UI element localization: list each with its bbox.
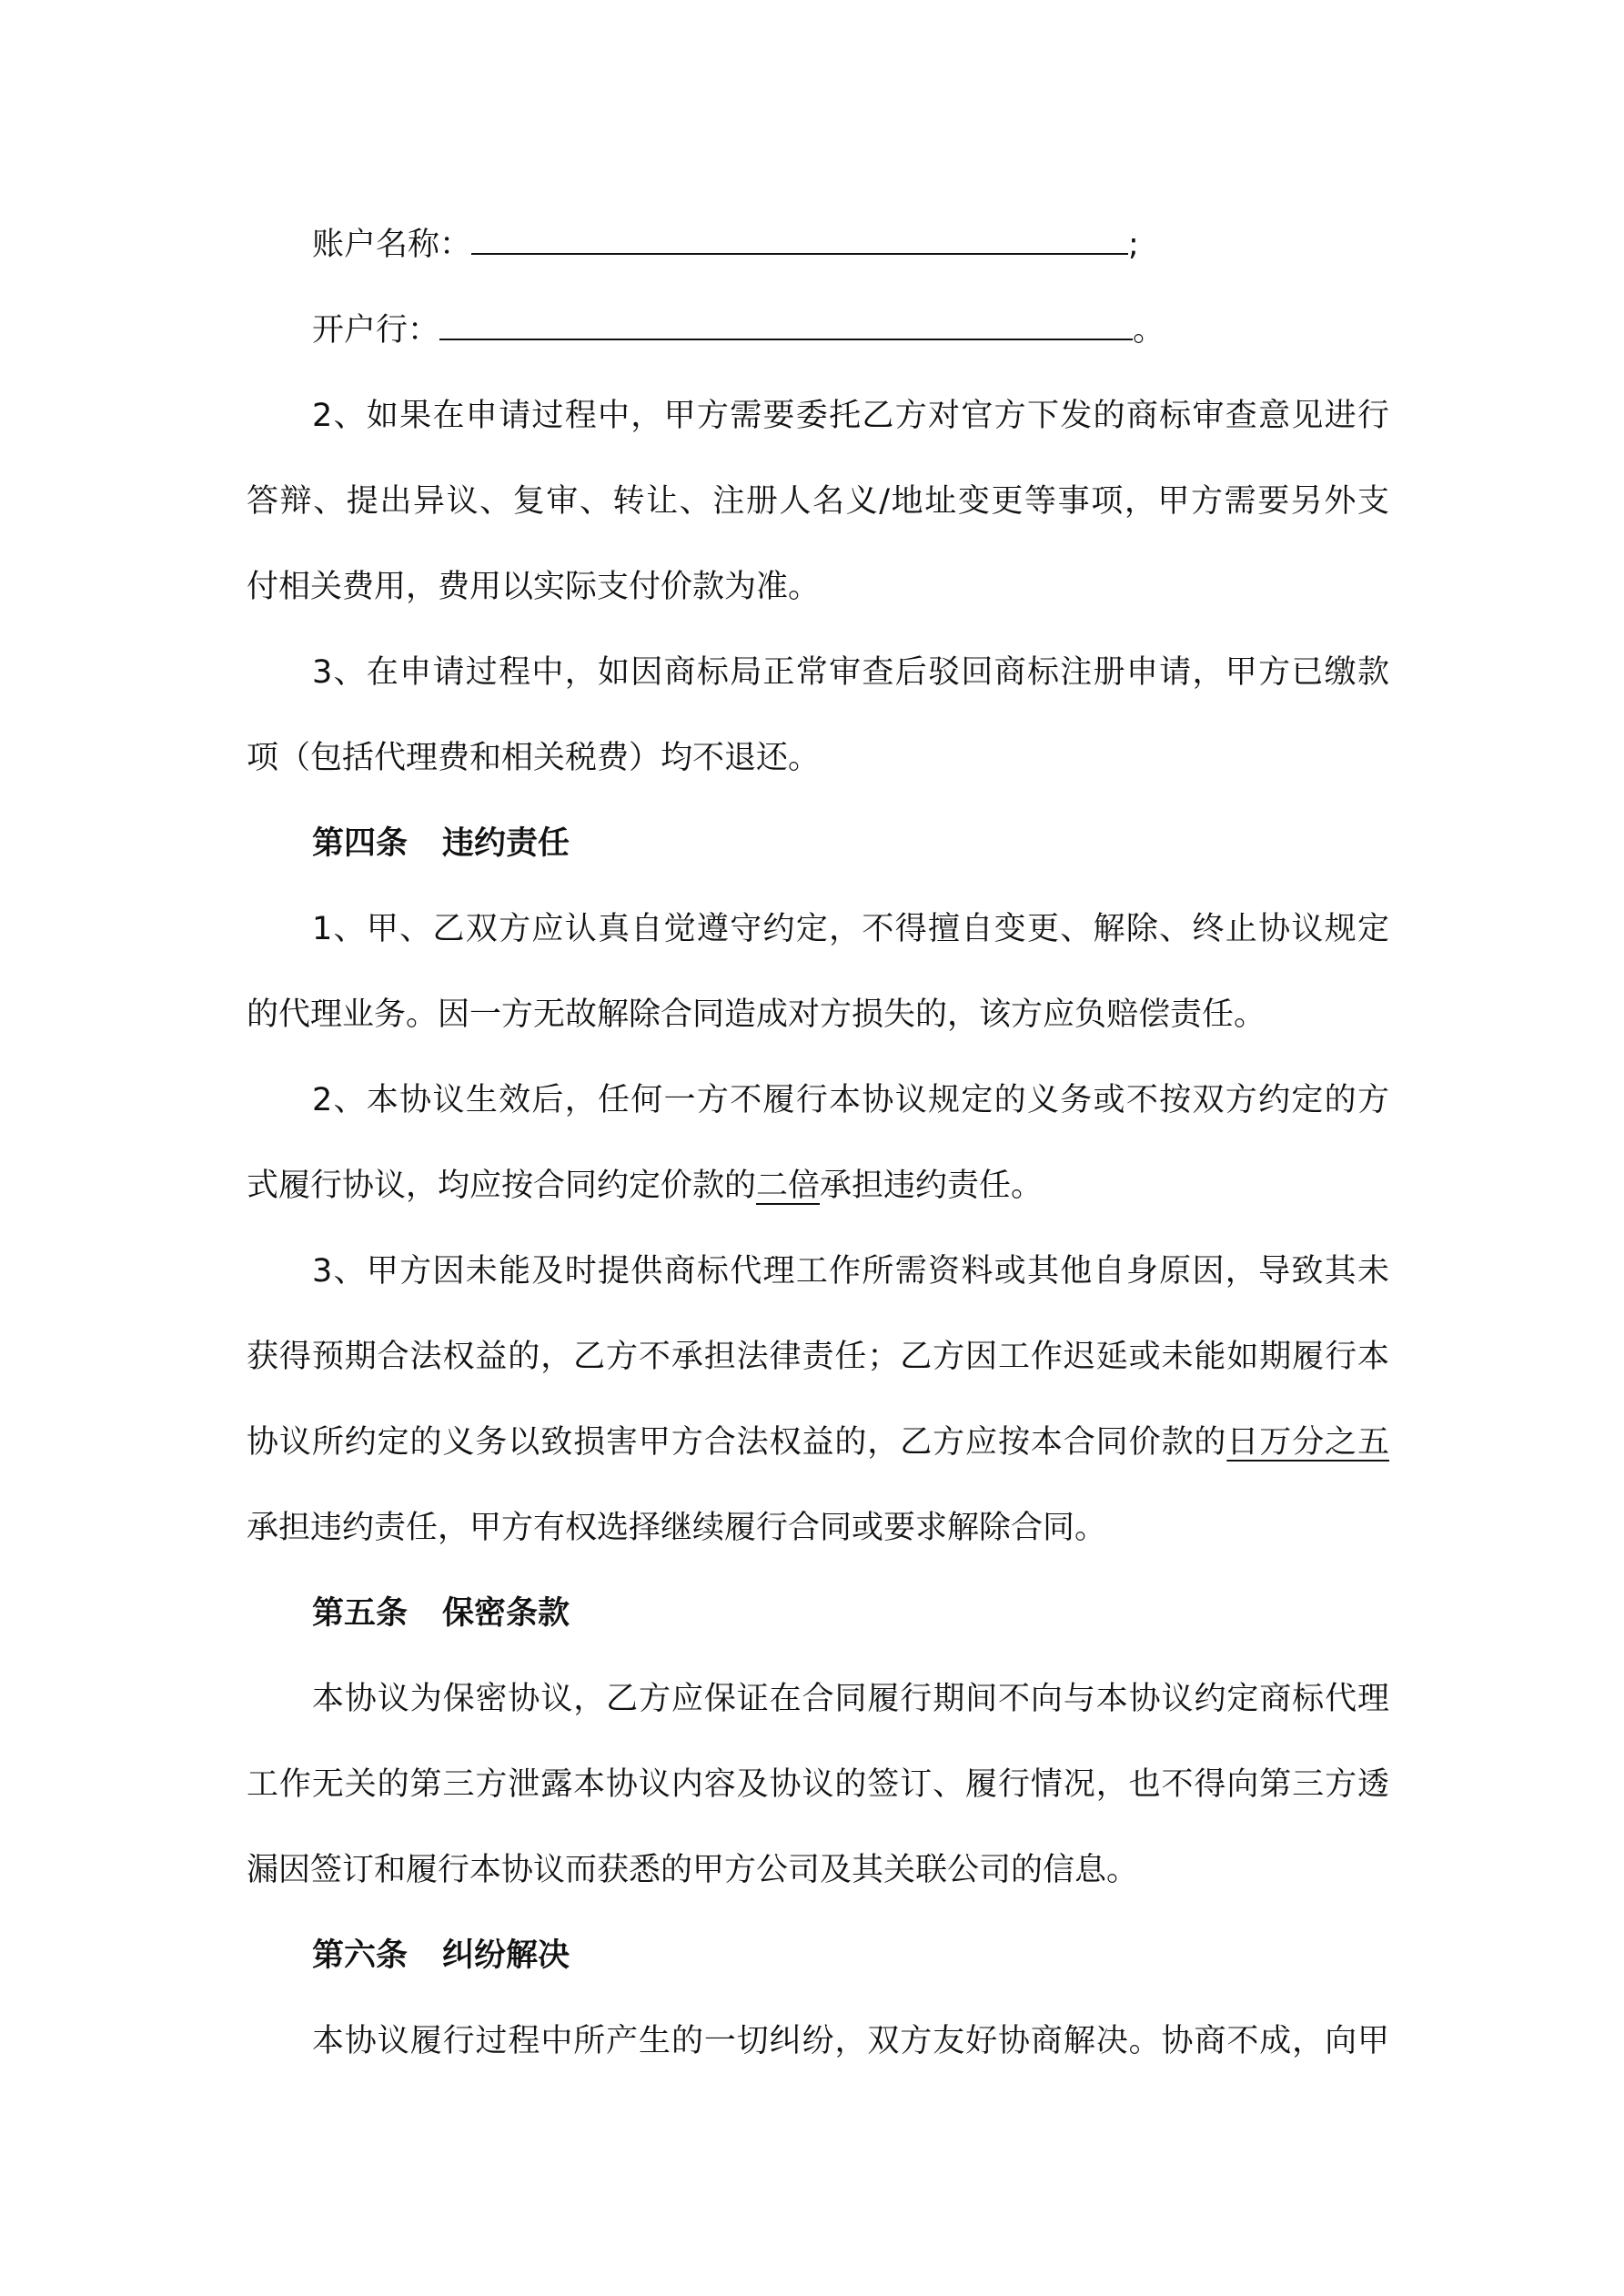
bank-blank (439, 291, 1133, 340)
double-amount-underlined: 二倍 (756, 1168, 821, 1204)
clause-6-line-1: 本协议履行过程中所产生的一切纠纷，双方友好协商解决。协商不成，向甲 (312, 2023, 1389, 2059)
account-name-end: ; (1128, 227, 1139, 263)
clause-3-2-line-1: 2、如果在申请过程中，甲方需要委托乙方对官方下发的商标审查意见进行 (312, 398, 1389, 434)
clause-4-3-text-before: 协议所约定的义务以致损害甲方合法权益的，乙方应按本合同价款的 (247, 1424, 1227, 1461)
bank-line (247, 288, 1389, 373)
account-name-line (247, 202, 1389, 288)
article-6-number: 第六条 (312, 1937, 409, 1974)
clause-4-3-line-4: 承担违约责任，甲方有权选择继续履行合同或要求解除合同。 (247, 1510, 1107, 1546)
clause-5-line-2: 工作无关的第三方泄露本协议内容及协议的签订、履行情况，也不得向第三方透 (247, 1766, 1389, 1803)
article-4-number: 第四条 (312, 825, 409, 862)
account-name-label: 账户名称： (312, 227, 472, 263)
article-6-title: 纠纷解决 (442, 1937, 570, 1974)
clause-3-2-line-3: 付相关费用，费用以实际支付价款为准。 (247, 569, 821, 605)
clause-4-1-line-1: 1、甲、乙双方应认真自觉遵守约定，不得擅自变更、解除、终止协议规定 (312, 911, 1389, 947)
article-5-number: 第五条 (312, 1595, 409, 1632)
clause-4-3-line-3 (247, 1400, 1389, 1485)
account-name-blank (471, 206, 1128, 255)
clause-3-3-line-2: 项（包括代理费和相关税费）均不退还。 (247, 740, 821, 776)
document-body (247, 202, 1389, 2084)
clause-3-3-line-1: 3、在申请过程中，如因商标局正常审查后驳回商标注册申请，甲方已缴款 (312, 654, 1389, 691)
article-4-title: 违约责任 (442, 825, 570, 862)
article-4-heading (247, 801, 1389, 886)
clause-4-3-line-1: 3、甲方因未能及时提供商标代理工作所需资料或其他自身原因，导致其未 (312, 1253, 1389, 1290)
clause-3-2-line-2: 答辩、提出异议、复审、转让、注册人名义/地址变更等事项，甲方需要另外支 (247, 483, 1389, 520)
bank-label: 开户行： (312, 312, 440, 349)
clause-4-2-text-before: 式履行协议，均应按合同约定价款的 (247, 1168, 757, 1204)
bank-end: 。 (1133, 312, 1165, 349)
clause-4-2-text-after: 承担违约责任。 (820, 1168, 1044, 1204)
clause-4-1-line-2: 的代理业务。因一方无故解除合同造成对方损失的，该方应负赔偿责任。 (247, 996, 1266, 1033)
clause-4-2-line-1: 2、本协议生效后，任何一方不履行本协议规定的义务或不按双方约定的方 (312, 1082, 1389, 1118)
clause-4-3-line-2: 获得预期合法权益的，乙方不承担法律责任；乙方因工作迟延或未能如期履行本 (247, 1339, 1389, 1375)
daily-rate-underlined: 日万分之五 (1226, 1424, 1389, 1461)
clause-4-2-line-2 (247, 1143, 1389, 1229)
clause-5-line-3: 漏因签订和履行本协议而获悉的甲方公司及其关联公司的信息。 (247, 1852, 1139, 1888)
clause-5-line-1: 本协议为保密协议，乙方应保证在合同履行期间不向与本协议约定商标代理 (312, 1681, 1389, 1717)
article-6-heading (247, 1913, 1389, 1998)
article-5-heading (247, 1571, 1389, 1656)
article-5-title: 保密条款 (442, 1595, 570, 1632)
